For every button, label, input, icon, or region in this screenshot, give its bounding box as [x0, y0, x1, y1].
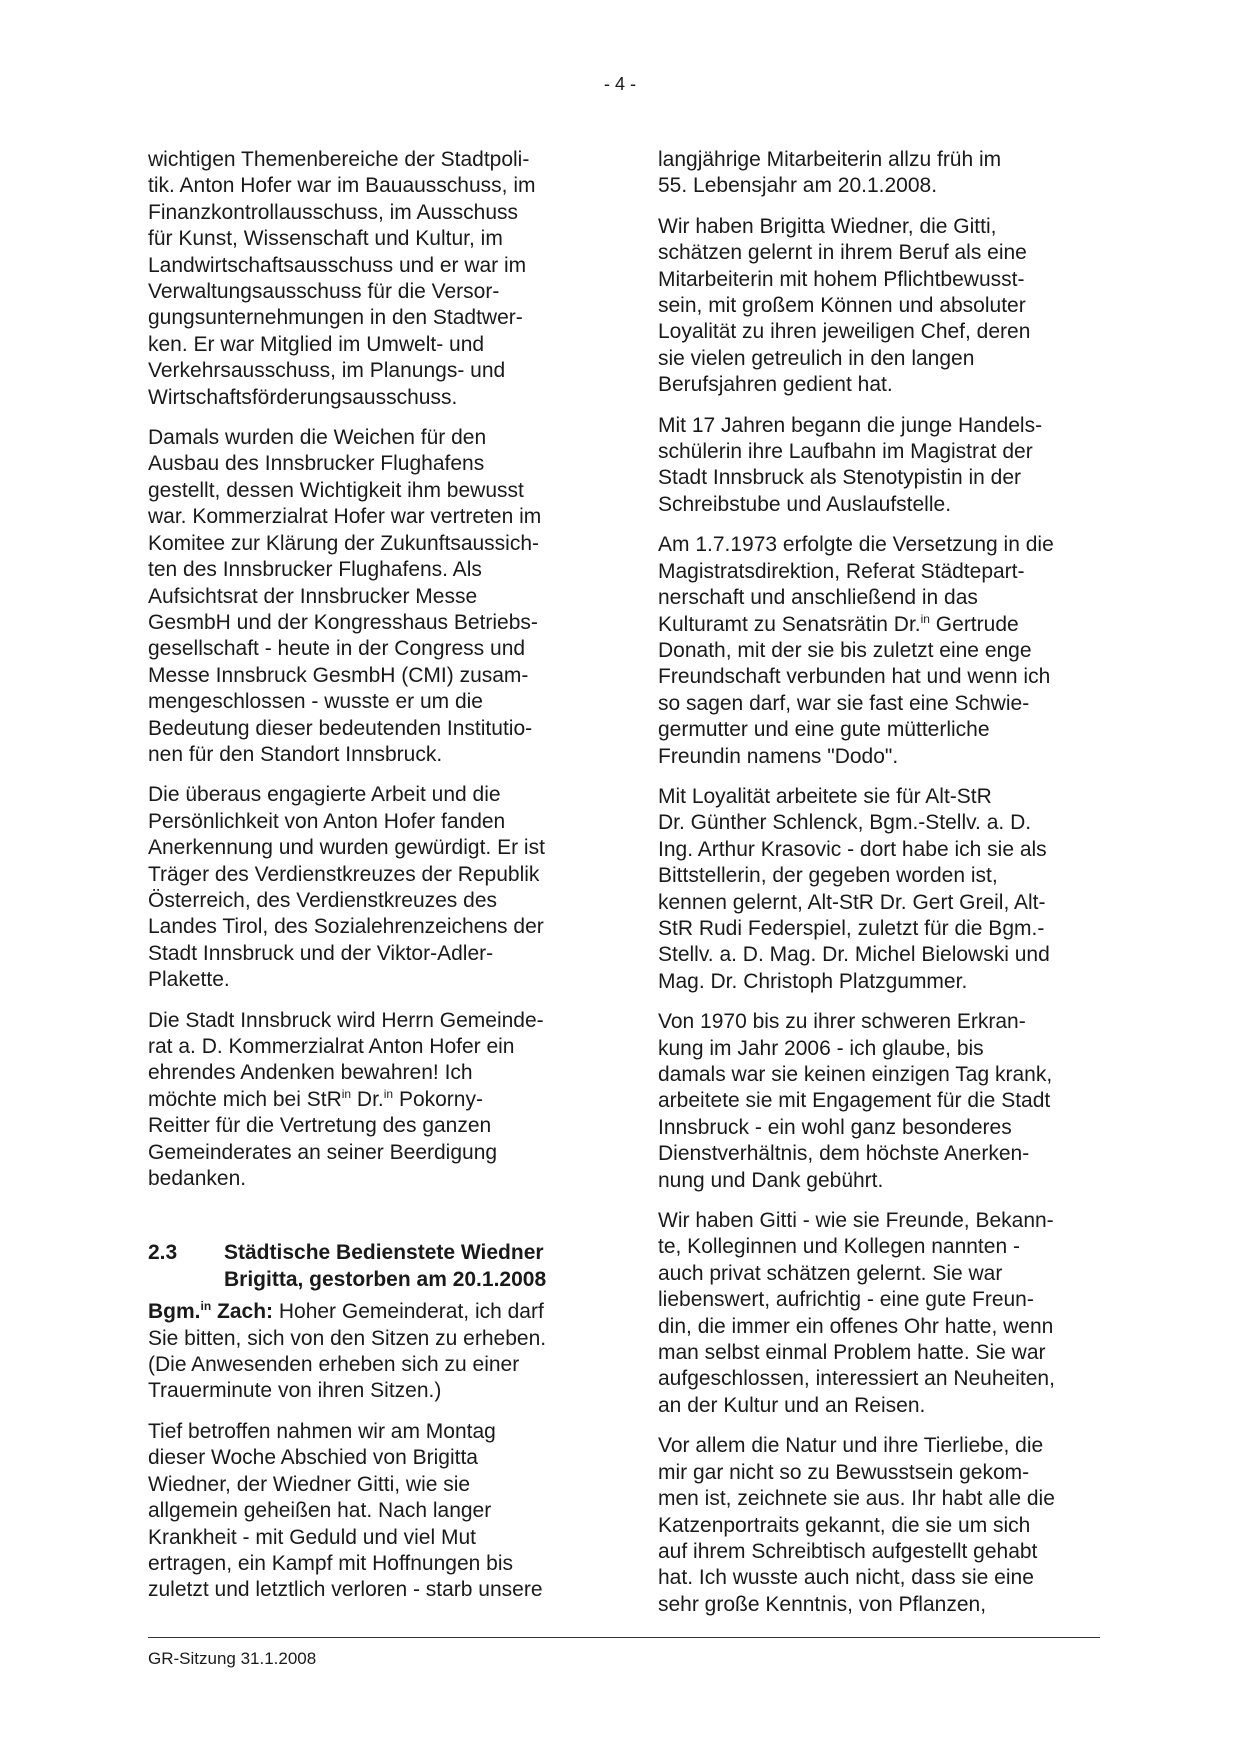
section-number: 2.3 [148, 1241, 178, 1265]
paragraph: Mit Loyalität arbeitete sie für Alt-StR Dr. Günther Schlenck, Bgm.-Stellv. a. D. Ing. Arthur Krasovic - dort habe ich sie als Bittstellerin, der gegeben worden ist, kennen gelernt, Alt-StR Dr. Gert Greil, Alt- StR Rudi Federspiel, zuletzt für die Bgm.- Stellv. a. D. Mag. Dr. Michel Bielowski und Mag. Dr. Christoph Platzgummer. [658, 784, 1050, 993]
superscript: in [200, 1299, 212, 1314]
superscript: in [383, 1086, 394, 1101]
superscript: in [341, 1086, 352, 1101]
paragraph: Die überaus engagierte Arbeit und die Persönlichkeit von Anton Hofer fanden Anerkennung und wurden gewürdigt. Er ist Träger des Verdienstkreuzes der Republik Österreich, des Verdienstkreuzes des Landes Tirol, des Sozialehrenzeichens der Stadt Innsbruck und der Viktor-Adler- Plakette. [148, 783, 545, 992]
text-run: Die Stadt Innsbruck wird Herrn Gemeinde- rat a. D. Kommerzialrat Anton Hofer ein ehrendes Andenken bewahren! Ich möchte mich bei StR [148, 1008, 544, 1111]
footer-divider [148, 1637, 1100, 1638]
superscript: in [920, 611, 930, 626]
section-title: Städtische Bedienstete Wiedner Brigitta, gestorben am 20.1.2008 [224, 1241, 547, 1291]
page-number: - 4 - [603, 74, 636, 94]
footer-text: GR-Sitzung 31.1.2008 [148, 1649, 317, 1668]
section-heading [148, 1240, 588, 1293]
paragraph: Tief betroffen nahmen wir am Montag dieser Woche Abschied von Brigitta Wiedner, der Wiedner Gitti, wie sie allgemein geheißen hat. Nach langer Krankheit - mit Geduld und viel Mut ertragen, ein Kampf mit Hoffnungen bis zuletzt und letztlich verloren - starb unsere [148, 1419, 543, 1602]
text-run: Gertrude Donath, mit der sie bis zuletzt eine enge Freundschaft verbunden hat und wenn ich so sagen darf, war sie fast eine Schwie- germutter und eine gute mütterliche Freundin namens "Dodo". [658, 612, 1051, 768]
right-column [658, 147, 1098, 1632]
paragraph: Vor allem die Natur und ihre Tierliebe, die mir gar nicht so zu Bewusstsein gekom- men ist, zeichnete sie aus. Ihr habt alle die Katzenportraits gekannt, die sie um sich auf ihrem Schreibtisch aufgestellt gehabt hat. Ich wusste auch nicht, dass sie eine sehr große Kenntnis, von Pflanzen, [658, 1434, 1055, 1616]
text-run: Pokorny- Reitter für die Vertretung des ganzen Gemeinderates an seiner Beerdigung bedanken. [148, 1087, 498, 1191]
closing-paragraph [148, 1008, 588, 1193]
paragraph: Wir haben Brigitta Wiedner, die Gitti, schätzen gelernt in ihrem Beruf als eine Mitarbeiterin mit hohem Pflichtbewusst- sein, mit großem Können und absoluter Loyalität zu ihren jeweiligen Chef, deren sie vielen getreulich in den langen Berufsjahren gedient hat. [658, 214, 1031, 397]
paragraph [658, 532, 1098, 770]
paragraph: Von 1970 bis zu ihrer schweren Erkran- kung im Jahr 2006 - ich glaube, bis damals war sie keinen einzigen Tag krank, arbeitete sie mit Engagement für die Stadt Innsbruck - ein wohl ganz besonderes Dienstverhältnis, dem höchste Anerken- nung und Dank gebührt. [658, 1010, 1053, 1192]
paragraph: wichtigen Themenbereiche der Stadtpoli- tik. Anton Hofer war im Bauausschuss, im Finanzkontrollausschuss, im Ausschuss für Kunst, Wissenschaft und Kultur, im Landwirtschaftsausschuss und er war im Verwaltungsausschuss für die Versor- gungsunternehmungen in den Stadtwer- ken. Er war Mitglied im Umwelt- und Verkehrsausschuss, im Planungs- und Wirtschaftsförderungsausschuss. [148, 148, 536, 409]
paragraph: Damals wurden die Weichen für den Ausbau des Innsbrucker Flughafens gestellt, dessen Wichtigkeit ihm bewusst war. Kommerzialrat Hofer war vertreten im Komitee zur Klärung der Zukunftsaussich- ten des Innsbrucker Flughafens. Als Aufsichtsrat der Innsbrucker Messe GesmbH und der Kongresshaus Betriebs- gesellschaft - heute in der Congress und Messe Innsbruck GesmbH (CMI) zusam- mengeschlossen - wusste er um die Bedeutung dieser bedeutenden Institutio- nen für den Standort Innsbruck. [148, 426, 542, 766]
paragraph: Mit 17 Jahren begann die junge Handels- schülerin ihre Laufbahn im Magistrat der Stadt Innsbruck als Stenotypistin in der Schreibstube und Auslaufstelle. [658, 413, 1043, 516]
paragraph: Wir haben Gitti - wie sie Freunde, Bekann- te, Kolleginnen und Kollegen nannten - auch privat schätzen gelernt. Sie war liebenswert, aufrichtig - eine gute Freun- din, die immer ein offenes Ohr hatte, wenn man selbst einmal Problem hatte. Sie war aufgeschlossen, interessiert an Neuheiten, an der Kultur und an Reisen. [658, 1209, 1055, 1417]
text-run: Dr. [351, 1087, 384, 1111]
text-run: Am 1.7.1973 erfolgte die Versetzung in die Magistratsdirektion, Referat Städtepart- nerschaft und anschließend in das Kulturamt zu Senatsrätin Dr. [658, 533, 1054, 636]
paragraph: langjährige Mitarbeiterin allzu früh im 55. Lebensjahr am 20.1.2008. [658, 148, 1002, 198]
speech-text: Hoher Gemeinderat, ich darf Sie bitten, sich von den Sitzen zu erheben. (Die Anwesenden erheben sich zu einer Trauerminute von ihren Sitzen.) [148, 1300, 547, 1403]
left-column [148, 147, 588, 1618]
speech-paragraph [148, 1299, 588, 1405]
speaker-label: Bgm. [148, 1300, 201, 1324]
speaker-name: Zach: [211, 1300, 274, 1324]
